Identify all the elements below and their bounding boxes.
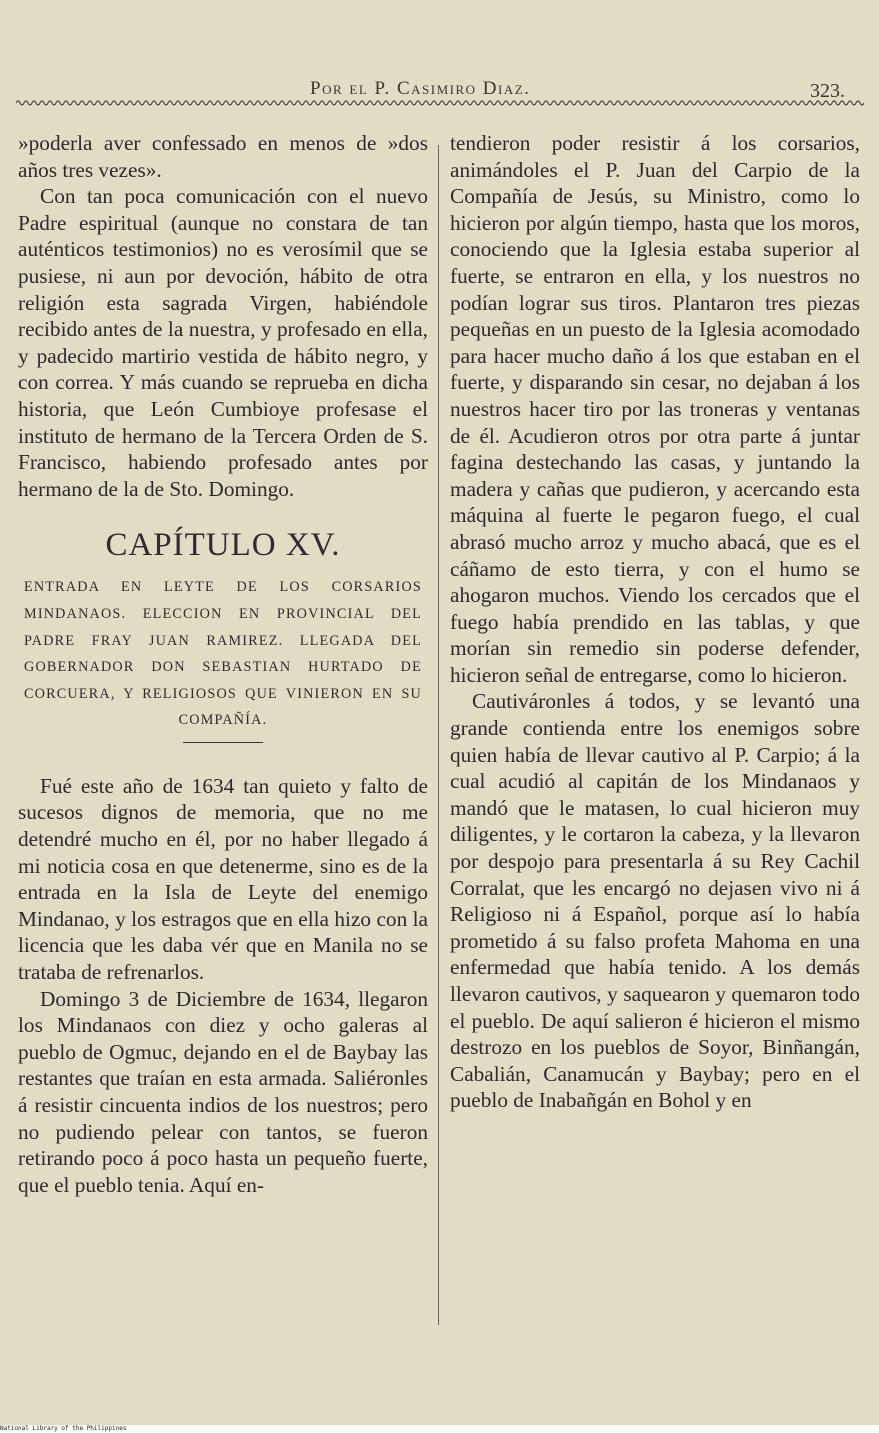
paragraph-tendieron: tendieron poder resistir á los corsarios, animándoles el P. Juan del Carpio de la Compañía de Jesús, su Ministro, como lo hicieron por algún tiempo, hasta que los moros, conociendo que la Iglesia estaba superior al fuerte, se entraron en ella, y los nuestros no podían lograr sus tiros. Plantaron tres piezas pequeñas en un puesto de la Iglesia acomodado para hacer mucho daño á los que estaban en el fuerte, y disparando sin cesar, no dejaban á los nuestros hacer tiro por las troneras y ventanas de él. Acudieron otros por otra parte á juntar fagina destechando las casas, y juntando la madera y cañas que pudieron, y acercando esta máquina al fuerte le pegaron fuego, el cual abrasó mucho arroz y mucho abacá, que es el cáñamo de esto tierra, y con el humo se ahogaron muchos. Viendo los cercados que el fuego había prendido en las tablas, y que morían sin remedio sin poderse defender, hicieron señal de entregarse, como lo hicieron. (450, 131, 860, 687)
chapter-summary: ENTRADA EN LEYTE DE LOS CORSARIOS MINDANAOS. ELECCION EN PROVINCIAL DEL PADRE FRAY JUAN RAMIREZ. LLEGADA DEL GOBERNADOR DON SEBASTIAN HURTADO DE CORCUERA, Y RELIGIOSOS QUE VINIERON EN SU COMPAÑÍA. (24, 579, 422, 729)
column-divider (438, 145, 439, 1325)
library-watermark: National Library of the Philippines (0, 1425, 879, 1433)
running-head: Por el P. Casimiro Diaz. (310, 78, 531, 99)
chapter-rule (183, 742, 263, 743)
chapter-title: CAPÍTULO XV. (105, 527, 341, 564)
paragraph-quote-end: »poderla aver confessado en menos de »dos años tres vezes». (18, 131, 428, 182)
paragraph-domingo: Domingo 3 de Diciembre de 1634, llegaron los Mindanaos con diez y ocho galeras al pueblo de Ogmuc, dejando en el de Baybay las restantes que traían en esta armada. Saliéronles á resistir cincuenta indios de los nuestros; pero no pudiendo pelear con tantos, se fueron retirando poco á poco hasta un pequeño fuerte, que el pueblo tenia. Aquí en- (18, 986, 428, 1197)
right-column (450, 130, 860, 1114)
page-number: 323. (810, 80, 845, 102)
left-column (18, 130, 428, 1198)
header-wave-rule (16, 98, 864, 108)
paragraph-1634: Fué este año de 1634 tan quieto y falto de sucesos dignos de memoria, que no me detendré mucho en él, por no haber llegado á mi noticia cosa en que detenerme, sino es de la entrada en la Isla de Leyte del enemigo Mindanao, y los estragos que en ella hizo con la licencia que les daba vér que en Manila no se trataba de refrenarlos. (18, 773, 428, 985)
paragraph-comunicacion: Con tan poca comunicación con el nuevo Padre espiritual (aunque no constara de tan auténticos testimonios) no es verosímil que se pusiese, ni aun por devoción, hábito de otra religión esta sagrada Virgen, habiéndole recibido antes de la nuestra, y profesado en ella, y padecido martirio vestida de hábito negro, y con correa. Y más cuando se reprueba en dicha historia, que León Cumbioye profesase el instituto de hermano de la Tercera Orden de S. Francisco, habiendo profesado antes por hermano de la de Sto. Domingo. (18, 184, 428, 501)
paragraph-cautivaronles: Cautiváronles á todos, y se levantó una grande contienda entre los enemigos sobre quien había de llevar cautivo al P. Carpio; á la cual acudió al capitán de los Mindanaos y mandó que le matasen, lo cual hicieron muy diligentes, y le cortaron la cabeza, y la llevaron por despojo para presentarla á su Rey Cachil Corralat, que les encargó no dejasen vivo ni á Religioso ni á Español, porque así lo había prometido á su falso profeta Mahoma en una enfermedad que había tenido. A los demás llevaron cautivos, y saquearon y quemaron todo el pueblo. De aquí salieron é hicieron el mismo destrozo en los pueblos de Soyor, Binñangán, Cabalián, Canamucán y Baybay; pero en el pueblo de Inabañgán en Bohol y en (450, 689, 860, 1113)
